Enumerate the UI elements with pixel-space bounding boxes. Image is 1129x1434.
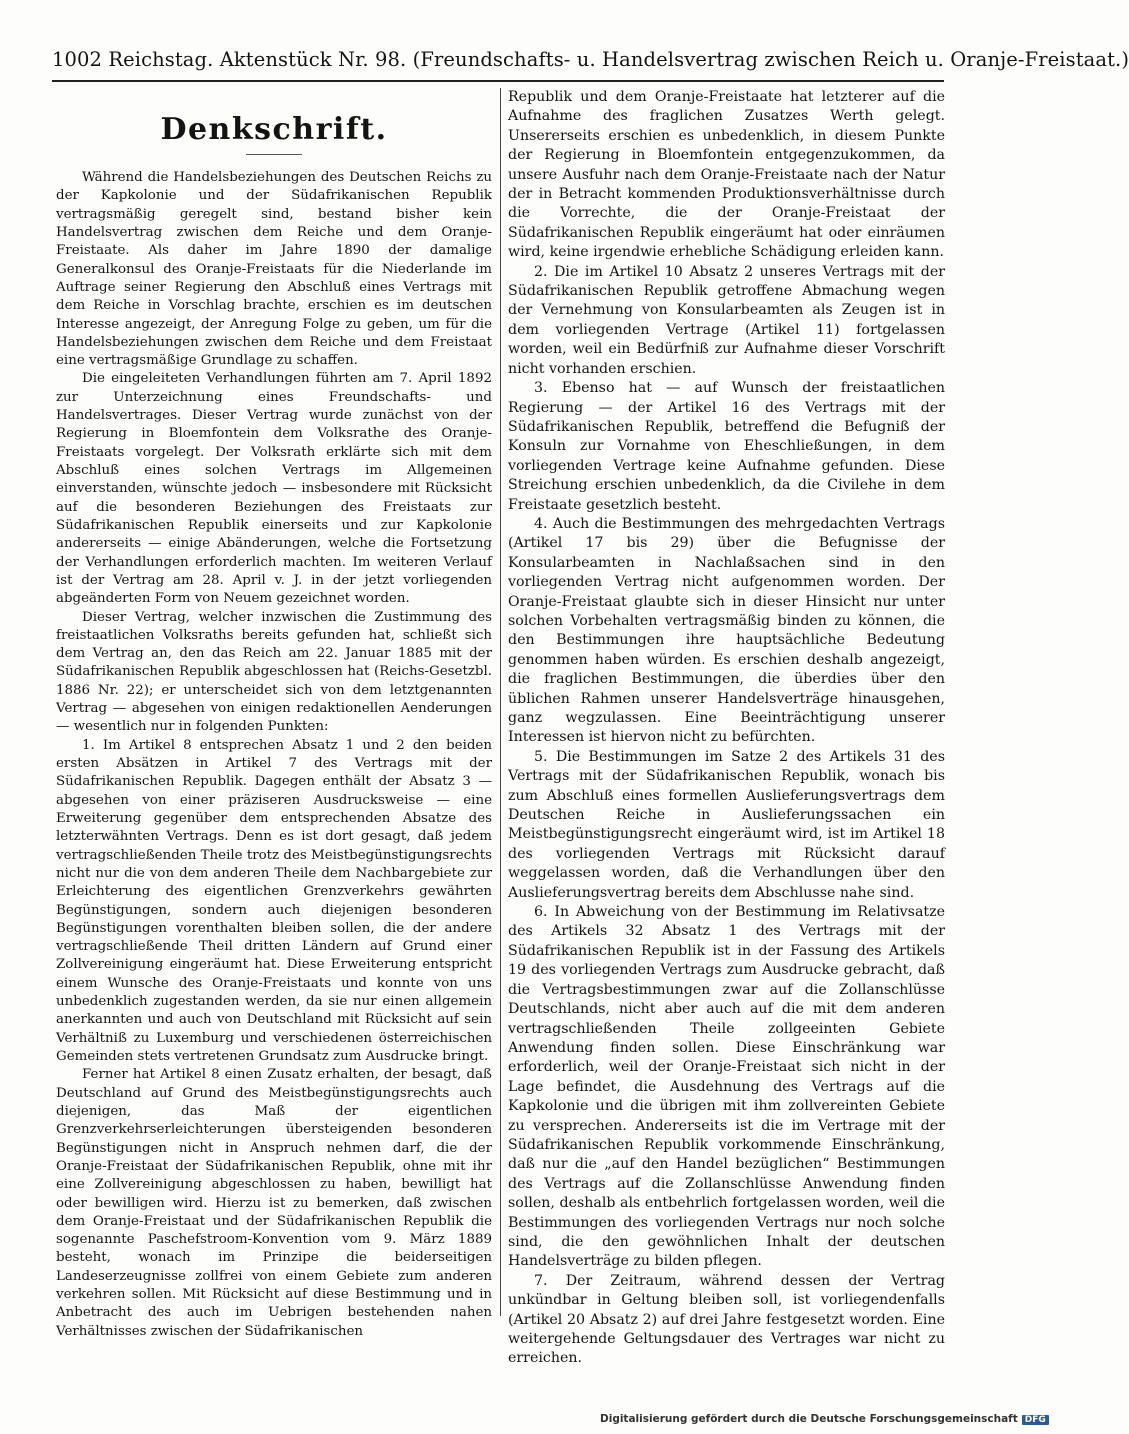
paragraph: Die eingeleiteten Verhandlungen führten am 7. April 1892 zur Unterzeichnung eines Freundschafts- und Handelsvertrages. Dieser Vertrag wurde zunächst von der Regierung in Bloemfontein dem Volksrathe des Oranje-Freistaats vorgelegt. Der Volksrath erklärte sich mit dem Abschluß eines solchen Vertrags im Allgemeinen einverstanden, wünschte jedoch — insbesondere mit Rücksicht auf die besonderen Beziehungen des Freistaats zur Südafrikanischen Republik einerseits und zur Kapkolonie andererseits — einige Abänderungen, welche die Fortsetzung der Verhandlungen erforderlich machten. Im weiteren Verlauf ist der Vertrag am 28. April v. J. in der jetzt vorliegenden abgeänderten Form von Neuem gezeichnet worden.: [56, 371, 492, 607]
column-divider: [500, 88, 501, 1316]
paragraph: 3. Ebenso hat — auf Wunsch der freistaatlichen Regierung — der Artikel 16 des Vertrags mit der Südafrikanischen Republik, betreffend die Befugniß der Konsuln zur Vornahme von Eheschließungen, in dem vorliegenden Vertrage keine Aufnahme gefunden. Diese Streichung erschien unbedenklich, da die Civilehe in dem Freistaate gesetzlich besteht.: [508, 380, 945, 513]
paragraph: Dieser Vertrag, welcher inzwischen die Zustimmung des freistaatlichen Volksraths bereits gefunden hat, schließt sich dem Vertrag an, den das Reich am 22. Januar 1885 mit der Südafrikanischen Republik abgeschlossen hat (Reichs-Gesetzbl. 1886 Nr. 22); er unterscheidet sich von dem letztgenannten Vertrag — abgesehen von einigen redaktionellen Aenderungen — wesentlich nur in folgenden Punkten:: [56, 609, 492, 735]
right-column: [508, 88, 945, 1369]
paragraph-continued: Republik und dem Oranje-Freistaate hat letzterer auf die Aufnahme des fraglichen Zusatzes Werth gelegt. Unsererseits erschien es unbedenklich, in diesem Punkte der Regierung in Bloemfontein entgegenzukommen, da unsere Ausfuhr nach dem Oranje-Freistaate nach der Natur der in Betracht kommenden Produktionsverhältnisse durch die Vorrechte, die der Oranje-Freistaat der Südafrikanischen Republik eingeräumt hat oder einräumen wird, keine irgendwie erhebliche Schädigung erleiden kann.: [508, 89, 945, 261]
paragraph: 1. Im Artikel 8 entsprechen Absatz 1 und 2 den beiden ersten Absätzen in Artikel 7 des Vertrags mit der Südafrikanischen Republik. Dagegen enthält der Absatz 3 — abgesehen von einer präziseren Ausdrucksweise — eine Erweiterung gegenüber dem entsprechenden Absatze des letzterwähnten Vertrags. Denn es ist dort gesagt, daß jedem vertragschließenden Theile trotz des Meistbegünstigungsrechts nicht nur die von dem anderen Theile dem Nachbargebiete zur Erleichterung des eigentlichen Grenzverkehrs gewährten Begünstigungen, sondern auch diejenigen besonderen Begünstigungen vorenthalten bleiben sollen, die der andere vertragschließende Theil dritten Ländern auf Grund einer Zollvereinigung eingeräumt hat. Diese Erweiterung entspricht einem Wunsche des Oranje-Freistaats und konnte von uns unbedenklich zugestanden werden, da sie nur einen allgemein anerkannten und auch von Deutschland mit Rücksicht auf sein Verhältniß zu Luxemburg und verschiedenen österreichischen Gemeinden stets vertretenen Grundsatz zum Ausdrucke bringt.: [56, 737, 492, 1064]
left-column: [56, 112, 492, 1341]
paragraph: 2. Die im Artikel 10 Absatz 2 unseres Vertrags mit der Südafrikanischen Republik getroffene Abmachung wegen der Vernehmung von Konsularbeamten als Zeugen ist in dem vorliegenden Vertrage (Artikel 11) fortgelassen worden, weil ein Bedürfniß zur Aufnahme dieser Vorschrift nicht vorhanden erschien.: [508, 263, 945, 377]
page-header: 1002 Reichstag. Aktenstück Nr. 98. (Freundschafts- u. Handelsvertrag zwischen Reich u. Oranje-Freistaat.): [52, 48, 1129, 71]
document-title: Denkschrift.: [160, 112, 388, 147]
paragraph: 5. Die Bestimmungen im Satze 2 des Artikels 31 des Vertrags mit der Südafrikanischen Republik, wonach bis zum Abschluß eines formellen Auslieferungsvertrags dem Deutschen Reiche in Auslieferungssachen ein Meistbegünstigungsrecht eingeräumt wird, ist im Artikel 18 des vorliegenden Vertrags mit Rücksicht darauf weggelassen worden, daß die Verhandlungen über den Auslieferungsvertrag bereits dem Abschlusse nahe sind.: [508, 748, 945, 901]
paragraph: 6. In Abweichung von der Bestimmung im Relativsatze des Artikels 32 Absatz 1 des Vertrags mit der Südafrikanischen Republik ist in der Fassung des Artikels 19 des vorliegenden Vertrags zum Ausdrucke gebracht, daß die Vertragsbestimmungen zwar auf die Zollanschlüsse Deutschlands, nicht aber auch auf die mit dem anderen vertragschließenden Theile zollgeeinten Gebiete Anwendung finden sollen. Diese Einschränkung war erforderlich, weil der Oranje-Freistaat sich nicht in der Lage befindet, die Ausdehnung des Vertrags auf die Kapkolonie und die übrigen mit ihm zollvereinten Gebiete zu versprechen. Andererseits ist die im Vertrage mit der Südafrikanischen Republik vorkommende Einschränkung, daß nur die „auf den Handel bezüglichen“ Bestimmungen des Vertrags auf die Zollanschlüsse Anwendung finden sollen, deshalb als entbehrlich fortgelassen worden, weil die Bestimmungen des vorliegenden Vertrags nur noch solche sind, die den gewöhnlichen Inhalt der deutschen Handelsverträge zu bilden pflegen.: [508, 904, 945, 1270]
footer-text: Digitalisierung gefördert durch die Deutsche Forschungsgemeinschaft: [600, 1413, 1018, 1425]
paragraph: 4. Auch die Bestimmungen des mehrgedachten Vertrags (Artikel 17 bis 29) über die Befugnisse der Konsularbeamten in Nachlaßsachen sind in den vorliegenden Vertrag nicht aufgenommen worden. Der Oranje-Freistaat glaubte sich in dieser Hinsicht nur unter solchen Vorbehalten vertragsmäßig binden zu können, die den Bestimmungen ihre hauptsächliche Bedeutung genommen haben würden. Es erschien deshalb angezeigt, die fraglichen Bestimmungen, die überdies über den üblichen Rahmen unserer Handelsverträge hinausgehen, ganz wegzulassen. Eine Beeinträchtigung unserer Interessen ist hiervon nicht zu befürchten.: [508, 515, 945, 746]
header-rule: [52, 80, 944, 82]
paragraph: Ferner hat Artikel 8 einen Zusatz erhalten, der besagt, daß Deutschland auf Grund des Meistbegünstigungsrechts auch diejenigen, das Maß der eigentlichen Grenzverkehrserleichterungen übersteigenden besonderen Begünstigungen nicht in Anspruch nehmen darf, die der Oranje-Freistaat der Südafrikanischen Republik, ohne mit ihr eine Zollvereinigung abgeschlossen zu haben, bewilligt hat oder bewilligen wird. Hierzu ist zu bemerken, daß zwischen dem Oranje-Freistaat und der Südafrikanischen Republik die sogenannte Paschefstroom-Konvention vom 9. März 1889 besteht, wonach im Prinzipe die beiderseitigen Landeserzeugnisse zollfrei von einem Gebiete zum anderen verkehren sollen. Mit Rücksicht auf diese Bestimmung und in Anbetracht des auch im Uebrigen bestehenden nahen Verhältnisses zwischen der Südafrikanischen: [56, 1067, 492, 1339]
dfg-logo: DFG: [1022, 1415, 1049, 1425]
digitization-footer: [600, 1413, 1046, 1425]
paragraph: 7. Der Zeitraum, während dessen der Vertrag unkündbar in Geltung bleiben soll, ist vorliegendenfalls (Artikel 20 Absatz 2) auf drei Jahre festgesetzt worden. Eine weitergehende Geltungsdauer des Vertrages war nicht zu erreichen.: [508, 1272, 945, 1367]
title-rule: [246, 154, 302, 155]
paragraph: Während die Handelsbeziehungen des Deutschen Reichs zu der Kapkolonie und der Südafrikanischen Republik vertragsmäßig geregelt sind, bestand bisher kein Handelsvertrag zwischen dem Reiche und dem Oranje-Freistaate. Als daher im Jahre 1890 der damalige Generalkonsul des Oranje-Freistaats für die Niederlande im Auftrage seiner Regierung den Abschluß eines Vertrags mit dem Reiche in Vorschlag brachte, erschien es im deutschen Interesse angezeigt, der Anregung Folge zu geben, um für die Handelsbeziehungen zwischen dem Reiche und dem Freistaat eine vertragsmäßige Grundlage zu schaffen.: [56, 170, 492, 369]
